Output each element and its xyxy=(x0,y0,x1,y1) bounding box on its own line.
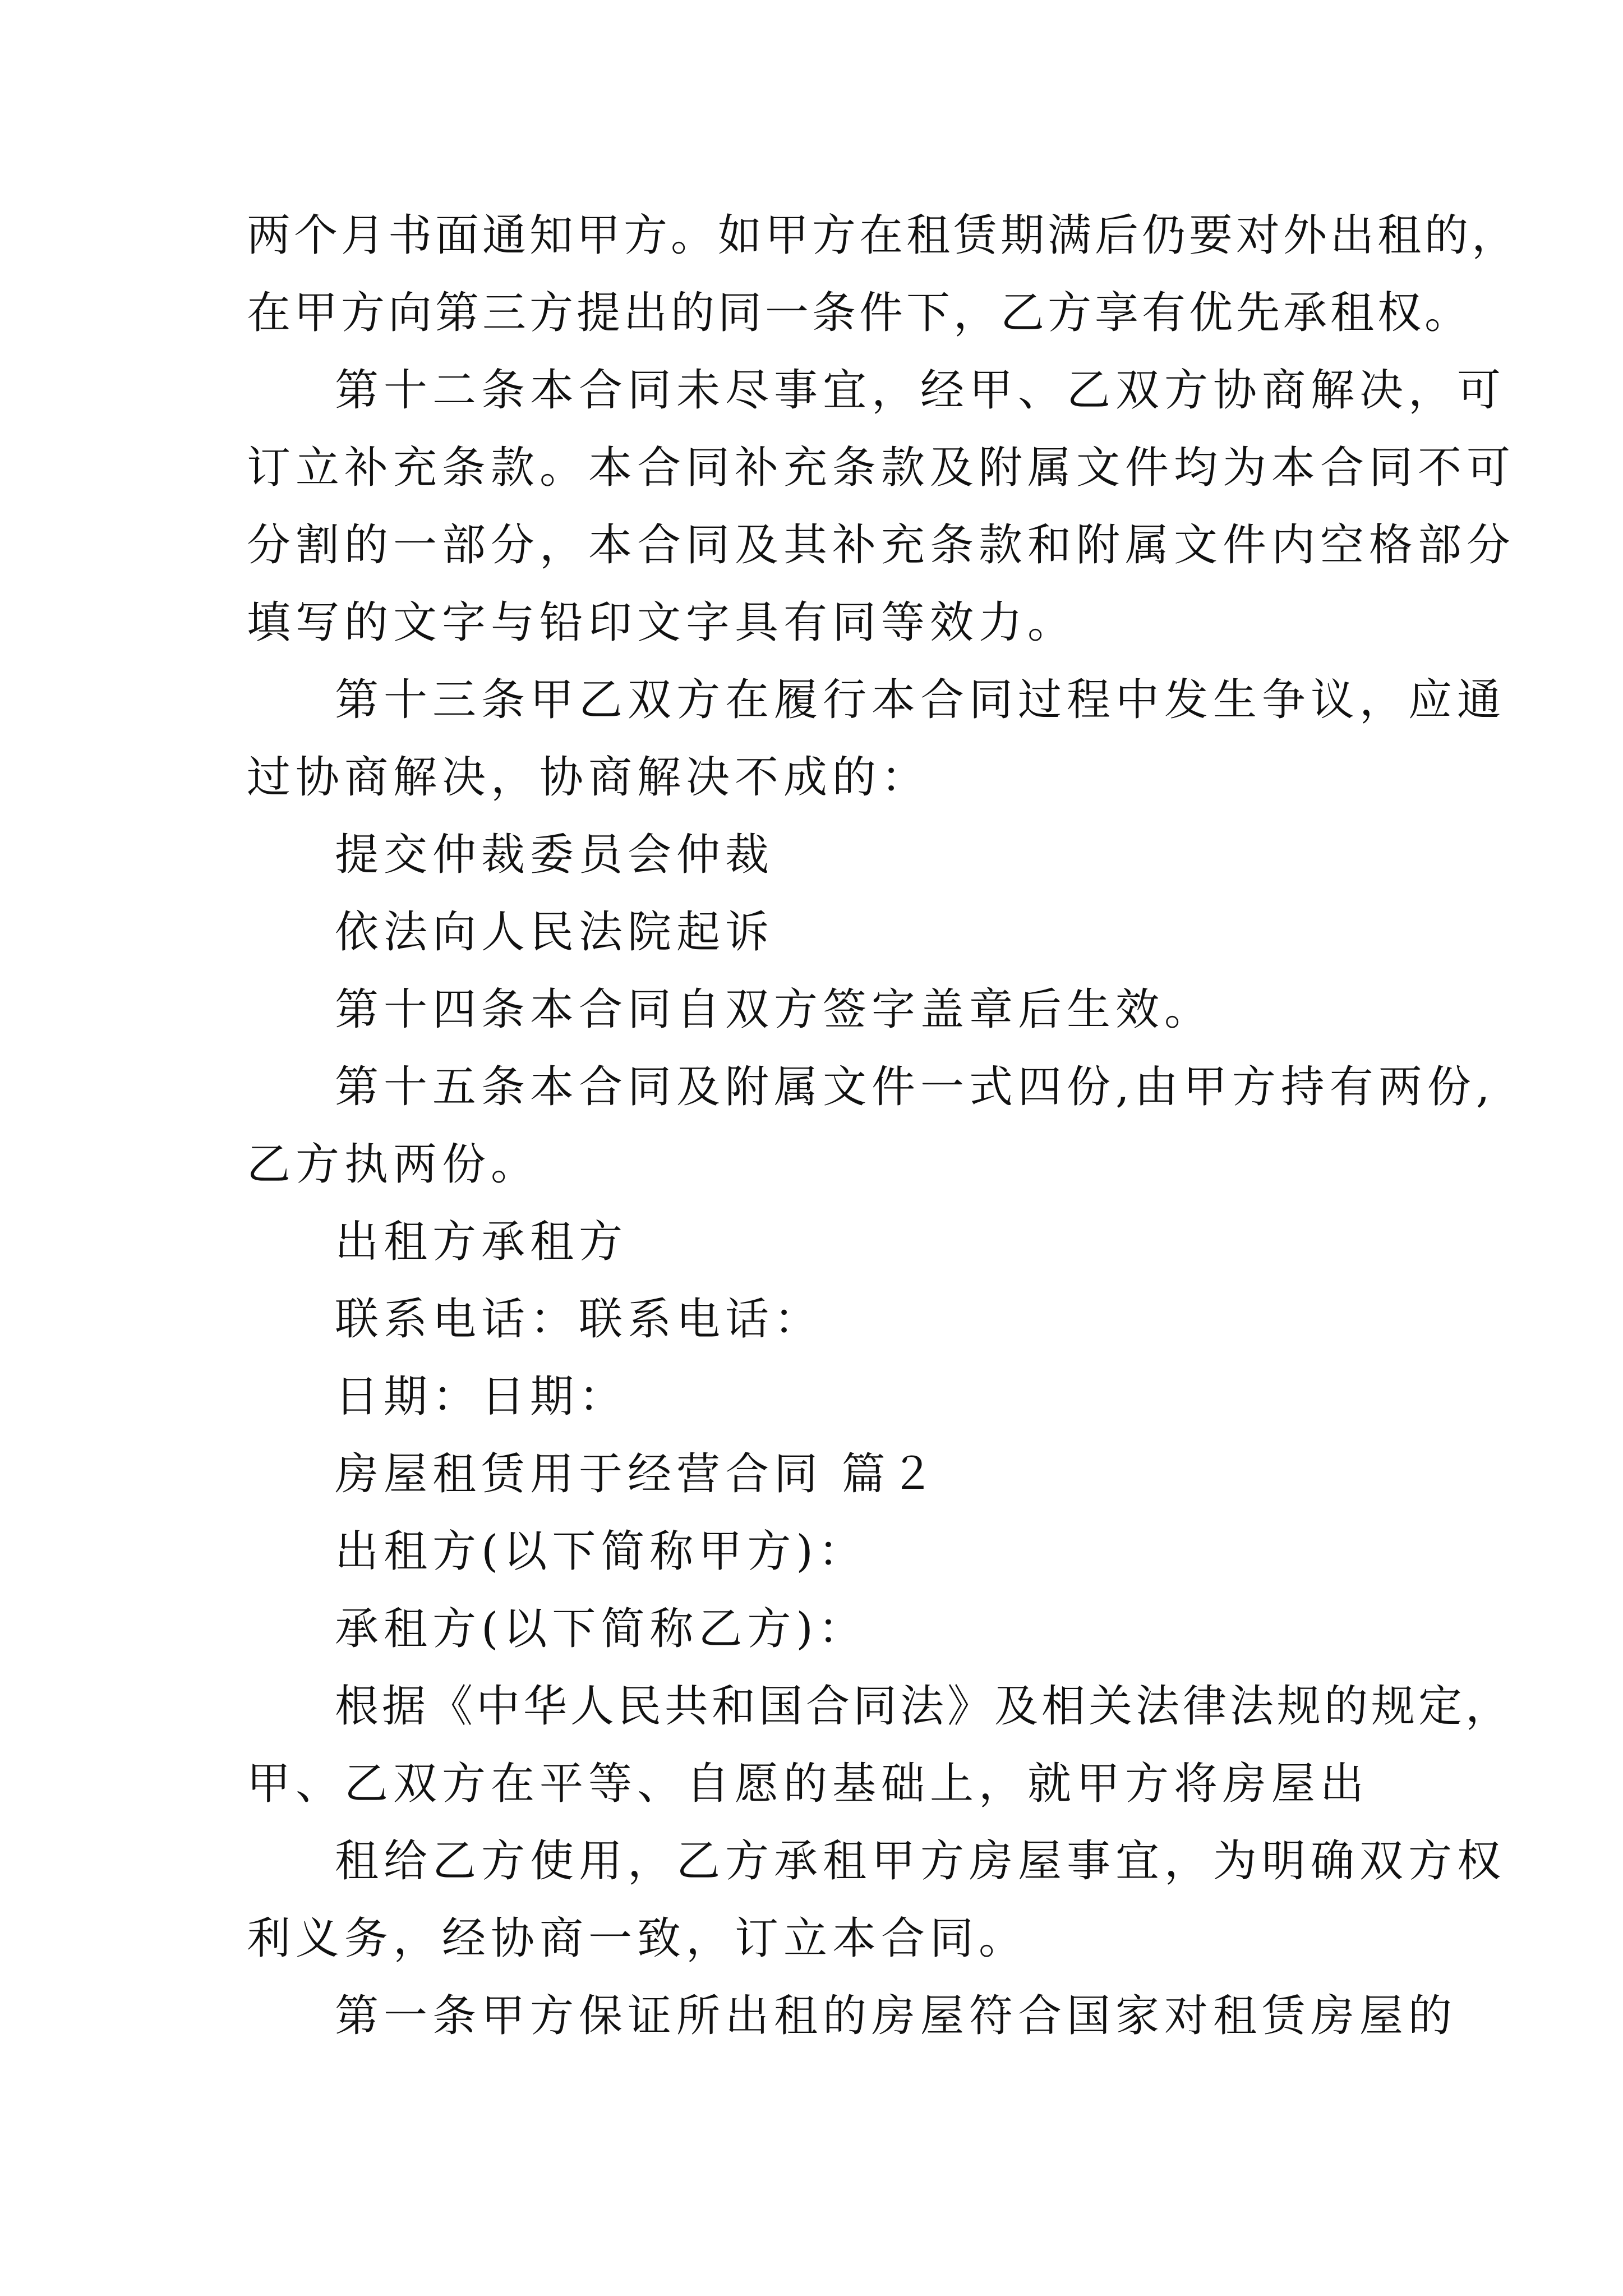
text-line: 在甲方向第三方提出的同一条件下，乙方享有优先承租权。 xyxy=(247,288,1472,338)
text-line: 提交仲裁委员会仲裁 xyxy=(335,830,774,880)
text-line: 第十四条本合同自双方签字盖章后生效。 xyxy=(335,984,1214,1035)
text-line: 第十二条本合同未尽事宜，经甲、乙双方协商解决，可 xyxy=(335,365,1506,416)
text-line: 联系电话：联系电话： xyxy=(335,1294,823,1345)
text-line: 根据《中华人民共和国合同法》及相关法律法规的规定， xyxy=(335,1681,1513,1732)
text-line: 利义务，经协商一致，订立本合同。 xyxy=(247,1913,1028,1964)
text-line: 乙方执两份。 xyxy=(247,1139,540,1190)
text-line: 租给乙方使用，乙方承租甲方房屋事宜，为明确双方权 xyxy=(335,1836,1506,1887)
text-line: 填写的文字与铅印文字具有同等效力。 xyxy=(247,597,1077,648)
text-line: 第十五条本合同及附属文件一式四份,由甲方持有两份, xyxy=(335,1062,1495,1112)
text-line: 第一条甲方保证所出租的房屋符合国家对租赁房屋的 xyxy=(335,1991,1458,2041)
text-line: 承租方(以下简称乙方)： xyxy=(335,1604,867,1654)
text-line: 两个月书面通知甲方。如甲方在租赁期满后仍要对外出租的， xyxy=(247,210,1519,261)
text-line: 依法向人民法院起诉 xyxy=(335,907,774,958)
text-line: 分割的一部分，本合同及其补充条款和附属文件内空格部分 xyxy=(247,520,1516,570)
text-line: 出租方(以下简称甲方)： xyxy=(335,1526,867,1577)
text-line: 日期：日期： xyxy=(335,1372,628,1422)
text-line: 甲、乙双方在平等、自愿的基础上，就甲方将房屋出 xyxy=(247,1759,1370,1809)
text-line: 过协商解决，协商解决不成的： xyxy=(247,752,930,803)
text-line: 订立补充条款。本合同补充条款及附属文件均为本合同不可 xyxy=(247,443,1516,493)
section-heading: 房屋租赁用于经营合同 篇２ xyxy=(335,1449,939,1499)
text-line: 出租方承租方 xyxy=(335,1217,628,1267)
text-line: 第十三条甲乙双方在履行本合同过程中发生争议，应通 xyxy=(335,675,1506,725)
